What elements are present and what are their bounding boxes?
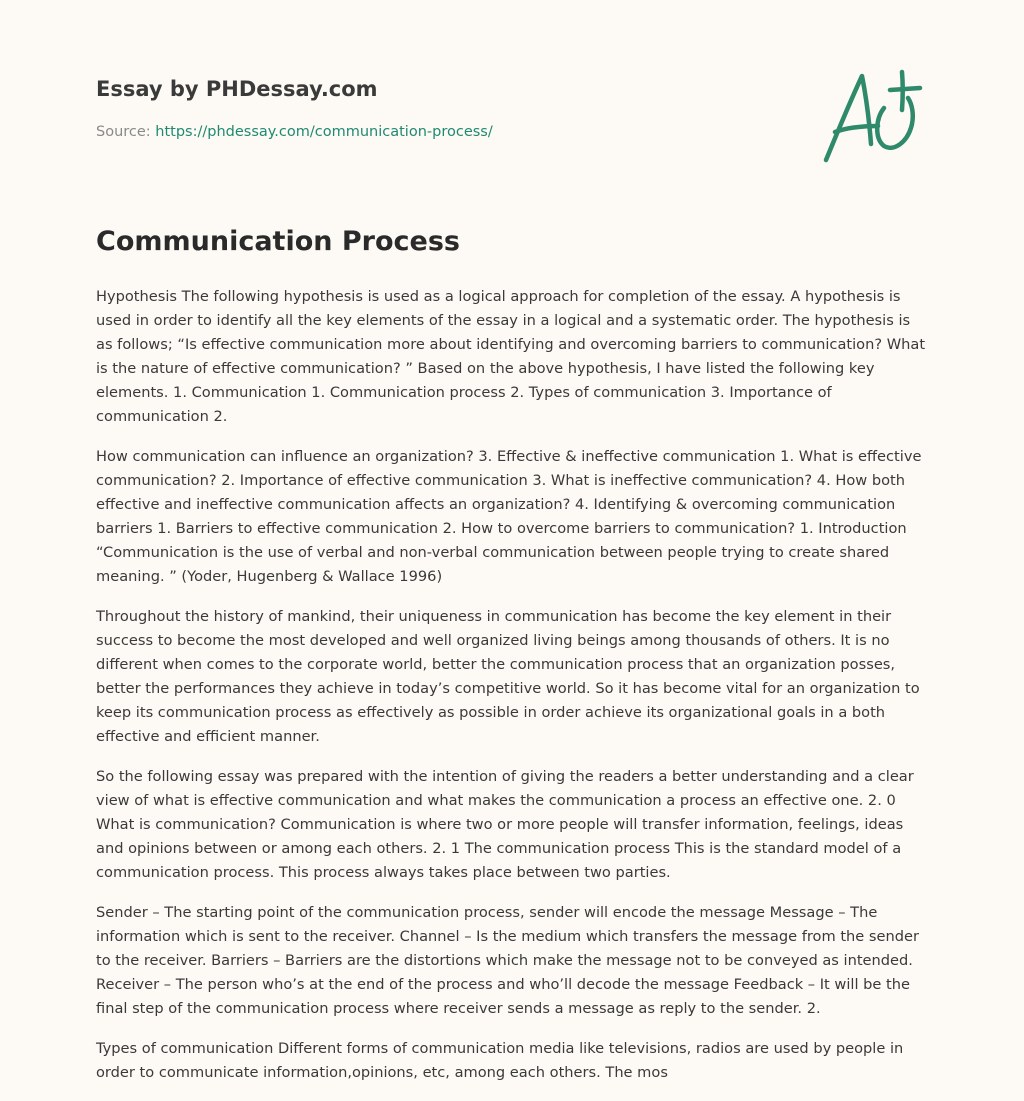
essay-body	[96, 285, 928, 1101]
source-link[interactable]: https://phdessay.com/communication-process/	[155, 124, 493, 140]
essay-title: Communication Process	[96, 226, 460, 257]
paragraph: Types of communication Different forms of communication media like televisions, radios are used by people in order to communicate information,opinions, etc, among each others. The mos	[96, 1040, 904, 1081]
a-plus-grade-icon	[822, 66, 926, 166]
source-line	[96, 124, 493, 140]
brand-title: Essay by PHDessay.com	[96, 77, 378, 101]
paragraph: Hypothesis The following hypothesis is used as a logical approach for completion of the essay. A hypothesis is used in order to identify all the key elements of the essay in a logical and a systematic order. The hypothesis is as follows; “Is effective communication more about identifying and overcoming barriers to communication? What is the nature of effective communication? ” Based on the above hypothesis, I have listed the following key elements. 1. Communication 1. Communication process 2. Types of communication 3. Importance of communication 2.	[96, 288, 926, 425]
paragraph: Throughout the history of mankind, their uniqueness in communication has become the key element in their success to become the most developed and well organized living beings among thousands of others. It is no different when comes to the corporate world, better the communication process that an organization posses, better the performances they achieve in today’s competitive world. So it has become vital for an organization to keep its communication process as effectively as possible in order achieve its organizational goals in a both effective and efficient manner.	[96, 608, 920, 745]
paragraph: How communication can influence an organization? 3. Effective & ineffective communication 1. What is effective communication? 2. Importance of effective communication 3. What is ineffective communication? 4. How both effective and ineffective communication affects an organization? 4. Identifying & overcoming communication barriers 1. Barriers to effective communication 2. How to overcome barriers to communication? 1. Introduction “Communication is the use of verbal and non-verbal communication between people trying to create shared meaning. ” (Yoder, Hugenberg & Wallace 1996)	[96, 448, 922, 585]
paragraph: Sender – The starting point of the communication process, sender will encode the message Message – The information which is sent to the receiver. Channel – Is the medium which transfers the message from the sender to the receiver. Barriers – Barriers are the distortions which make the message not to be conveyed as intended. Receiver – The person who’s at the end of the process and who’ll decode the message Feedback – It will be the final step of the communication process where receiver sends a message as reply to the sender. 2.	[96, 904, 919, 1017]
paragraph: So the following essay was prepared with the intention of giving the readers a better understanding and a clear view of what is effective communication and what makes the communication a process an effective one. 2. 0 What is communication? Communication is where two or more people will transfer information, feelings, ideas and opinions between or among each others. 2. 1 The communication process This is the standard model of a communication process. This process always takes place between two parties.	[96, 768, 914, 881]
source-label: Source:	[96, 124, 156, 140]
